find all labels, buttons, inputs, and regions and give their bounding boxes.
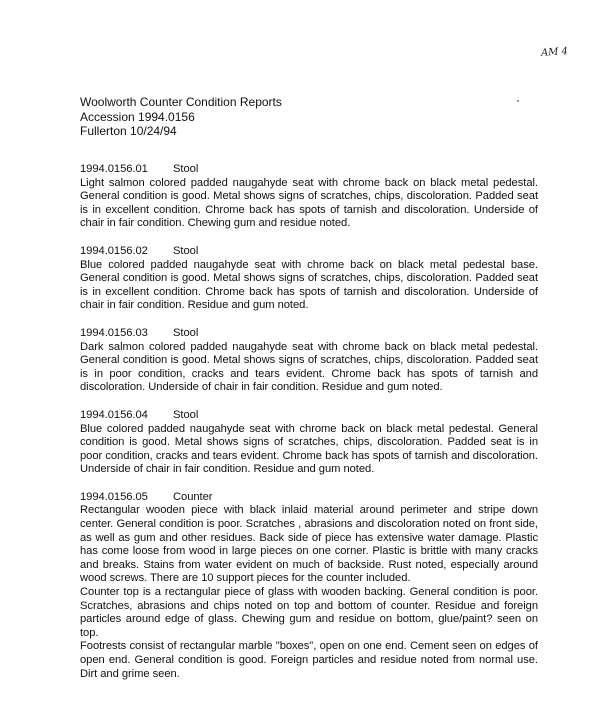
condition-entry <box>80 327 538 395</box>
header-accession: Accession 1994.0156 <box>80 109 195 124</box>
condition-entries <box>80 163 538 695</box>
entry-heading <box>80 491 538 505</box>
entry-description: Footrests consist of rectangular marble "boxes", open on one end. Cement seen on edges of open end. General condition is good. Foreign particles and residue noted from normal use. Dirt and grime seen. <box>80 640 538 680</box>
entry-heading <box>80 163 538 177</box>
header-title: Woolworth Counter Condition Reports <box>80 95 282 109</box>
condition-entry <box>80 491 538 681</box>
entry-heading <box>80 409 538 423</box>
entry-accession-number: 1994.0156.02 <box>80 244 148 257</box>
entry-accession-number: 1994.0156.05 <box>80 490 148 503</box>
entry-object-type: Stool <box>173 326 199 339</box>
condition-entry <box>80 245 538 313</box>
entry-accession-number: 1994.0156.03 <box>80 326 148 339</box>
entry-heading <box>80 245 538 259</box>
header-author-date: Fullerton 10/24/94 <box>80 124 177 138</box>
document-header <box>80 95 282 139</box>
entry-object-type: Stool <box>173 408 199 421</box>
entry-heading <box>80 327 538 341</box>
entry-description: Dark salmon colored padded naugahyde seat with chrome back on black metal pedestal. General condition is good. Metal shows signs of scratches, chips, discoloration. Padded seat is in poor condition, cracks and tears evident. Chrome back has spots of tarnish and discoloration. Underside of chair in fair condition. Residue and gum noted. <box>80 340 538 394</box>
scan-speck <box>517 100 519 102</box>
entry-description: Blue colored padded naugahyde seat with chrome back on black metal pedestal. General condition is good. Metal shows signs of scratches, chips, discoloration. Padded seat is in poor condition, cracks and tears evident. Chrome back has spots of tarnish and discoloration. Underside of chair in fair condition. Residue and gum noted. <box>80 422 538 476</box>
entry-object-type: Stool <box>173 244 199 257</box>
condition-entry <box>80 409 538 477</box>
handwritten-annotation: AM 4 <box>540 46 569 59</box>
entry-object-type: Counter <box>173 490 213 503</box>
entry-accession-number: 1994.0156.04 <box>80 408 148 421</box>
entry-object-type: Stool <box>173 163 199 175</box>
entry-description: Counter top is a rectangular piece of glass with wooden backing. General condition is poor. Scratches, abrasions and chips noted on top and bottom of counter. Residue and foreign particles around edge of glass. Chewing gum and residue on bottom, glue/paint? seen on top. <box>80 586 538 639</box>
entry-accession-number: 1994.0156.01 <box>80 163 148 175</box>
condition-entry <box>80 163 538 231</box>
entry-description: Blue colored padded naugahyde seat with chrome back on black metal pedestal base. General condition is good. Metal shows signs of scratches, chips, discoloration. Padded seat is in excellent condition. Chrome back has spots of tarnish and discoloration. Underside of chair in fair condition. Residue and gum noted. <box>80 258 538 312</box>
entry-description: Rectangular wooden piece with black inlaid material around perimeter and stripe down center. General condition is poor. Scratches , abrasions and discoloration noted on front side, as well as gum and other residues. Back side of piece has extensive water damage. Plastic has come loose from wood in large pieces on one corner. Plastic is brittle with many cracks and breaks. Stains from water evident on much of backside. Rust noted, especially around wood screws. There are 10 support pieces for the counter included. <box>80 504 538 585</box>
entry-description: Light salmon colored padded naugahyde seat with chrome back on black metal pedestal. General condition is good. Metal shows signs of scratches, chips, discoloration. Padded seat is in excellent condition. Chrome back has spots of tarnish and discoloration. Underside of chair in fair condition. Chewing gum and residue noted. <box>80 176 538 230</box>
